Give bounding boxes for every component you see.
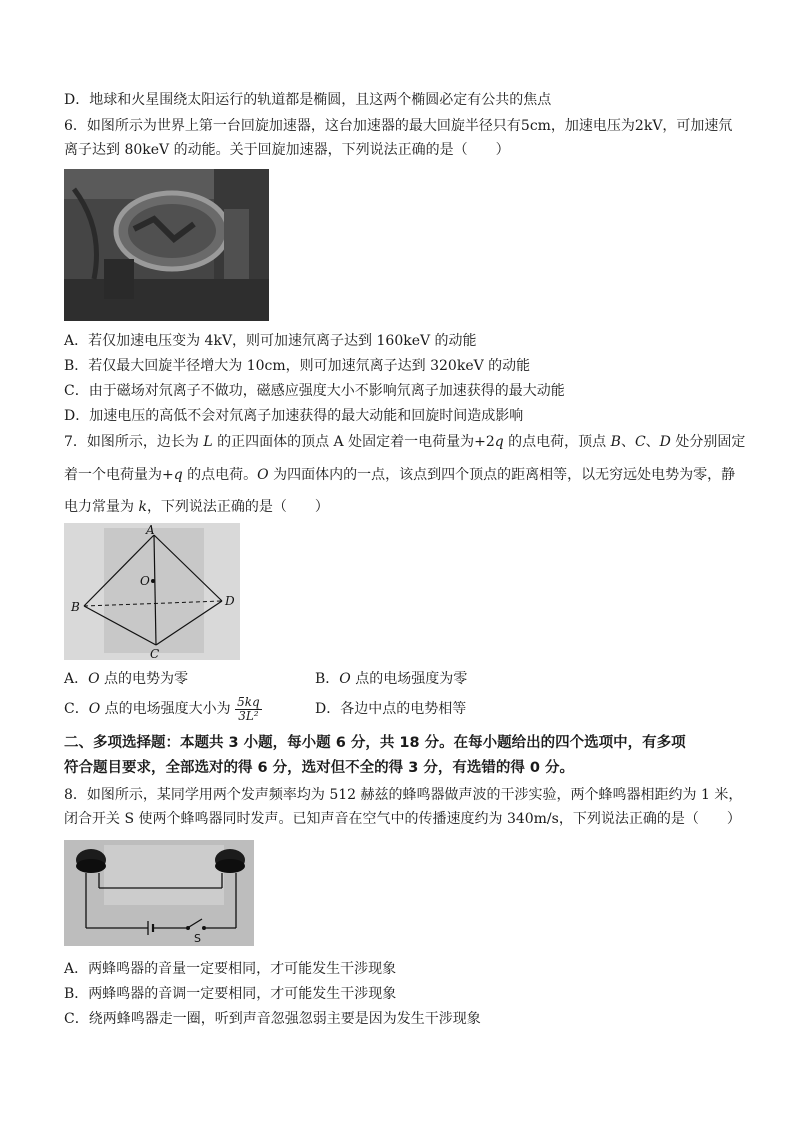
- buzzer-circuit-figure: [64, 840, 254, 946]
- cyclotron-photo-art: [64, 169, 269, 321]
- section2-heading-line2: 符合题目要求，全部选对的得 6 分，选对但不全的得 3 分，有选错的得 0 分。: [64, 760, 575, 776]
- cyclotron-photo: [64, 169, 269, 321]
- q6-stem-line1: 6．如图所示为世界上第一台回旋加速器，这台加速器的最大回旋半径只有5cm，加速电压为2kV，可加速氘: [64, 118, 733, 134]
- q5-option-d: D．地球和火星围绕太阳运行的轨道都是椭圆，且这两个椭圆必定有公共的焦点: [64, 92, 552, 108]
- q7-stem-line2: 着一个电荷量为+q 的点电荷。O 为四面体内的一点，该点到四个顶点的距离相等，以无穷远处电势为零，静: [64, 467, 736, 483]
- q6-option-a: A．若仅加速电压变为 4kV，则可加速氘离子达到 160keV 的动能: [64, 333, 477, 349]
- switch-label: S: [194, 932, 201, 945]
- q6-option-b: B．若仅最大回旋半径增大为 10cm，则可加速氘离子达到 320keV 的动能: [64, 358, 531, 374]
- tetrahedron-diagram: [64, 523, 240, 660]
- vertex-label-b: B: [71, 600, 80, 614]
- vertex-label-d: D: [225, 594, 235, 608]
- center-label-o: O: [140, 574, 150, 588]
- q8-option-c: C．绕两蜂鸣器走一圈，听到声音忽强忽弱主要是因为发生干涉现象: [64, 1011, 481, 1027]
- q6-stem-line2: 离子达到 80keV 的动能。关于回旋加速器，下列说法正确的是（ ）: [64, 142, 510, 158]
- q8-option-b: B．两蜂鸣器的音调一定要相同，才可能发生干涉现象: [64, 986, 397, 1002]
- field-strength-fraction: $\frac{5kq}{\text{3L²}}$: [237, 694, 260, 723]
- vertex-label-a: A: [146, 523, 155, 537]
- q8-option-a: A．两蜂鸣器的音量一定要相同，才可能发生干涉现象: [64, 961, 397, 977]
- q6-option-d: D．加速电压的高低不会对氘离子加速获得的最大动能和回旋时间造成影响: [64, 408, 524, 424]
- section2-heading-line1: 二、多项选择题：本题共 3 小题，每小题 6 分，共 18 分。在每小题给出的四个选项中，有多项: [64, 735, 686, 751]
- vertex-label-c: C: [150, 647, 160, 660]
- q7-option-b: B．O 点的电场强度为零: [315, 671, 468, 687]
- q7-stem-line1: 7．如图所示，边长为 L 的正四面体的顶点 A 处固定着一电荷量为+2q 的点电荷，顶点 B、C、D 处分别固定: [64, 434, 746, 450]
- q7-stem-line3: 电力常量为 k，下列说法正确的是（ ）: [64, 499, 329, 515]
- q7-option-c: C．O 点的电场强度大小为 $\frac{5kq}{\text{3L²}}$: [64, 694, 260, 723]
- tetrahedron-figure: [64, 523, 240, 660]
- buzzer-circuit-diagram: [64, 840, 254, 946]
- q7-option-d: D．各边中点的电势相等: [315, 701, 467, 717]
- q7-option-a: A．O 点的电势为零: [64, 671, 189, 687]
- q6-option-c: C．由于磁场对氘离子不做功，磁感应强度大小不影响氘离子加速获得的最大动能: [64, 383, 565, 399]
- q8-stem-line2: 闭合开关 S 使两个蜂鸣器同时发声。已知声音在空气中的传播速度约为 340m/s，下列说法正确的是（ ）: [64, 811, 741, 827]
- q8-stem-line1: 8．如图所示，某同学用两个发声频率均为 512 赫兹的蜂鸣器做声波的干涉实验，两个蜂鸣器相距约为 1 米，: [64, 787, 743, 803]
